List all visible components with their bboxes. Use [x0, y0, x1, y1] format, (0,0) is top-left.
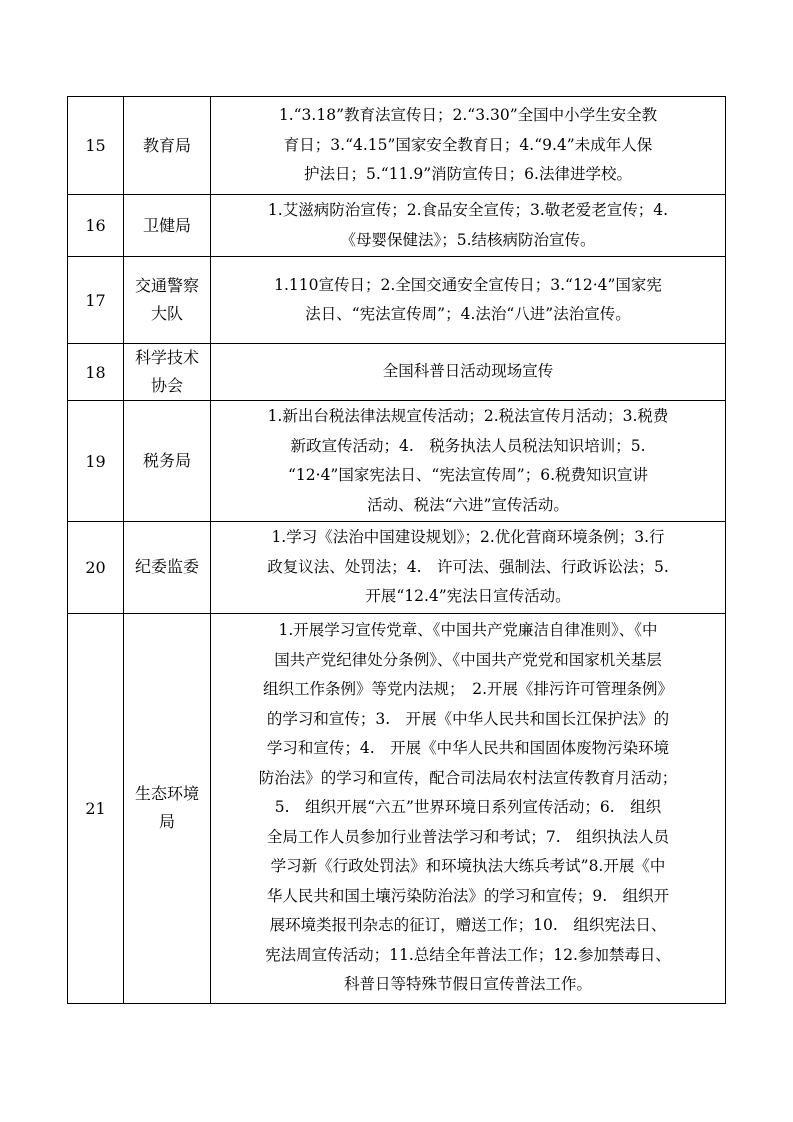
table-row [68, 613, 726, 1003]
table-row [68, 97, 726, 195]
unit-name-line: 纪委监委 [134, 557, 199, 577]
content-line: 全国科普日活动现场宣传 [382, 362, 554, 381]
table-body [68, 97, 726, 1004]
row-number: 17 [68, 257, 124, 344]
content-line: 1.学习《法治中国建设规划》；2.优化营商环境条例；3.行 [271, 528, 665, 546]
unit-name-cell [124, 401, 211, 522]
content-line: 法日、“宪法宣传周”；4.法治“八进”法治宣传。 [305, 305, 631, 323]
content-line: 组织工作条例》等党内法规； 2.开展《排污许可管理条例》 [262, 680, 674, 699]
publicity-content-cell [211, 195, 726, 257]
unit-name-line: 协会 [150, 376, 183, 395]
unit-name-line: 税务局 [142, 451, 191, 470]
row-number: 16 [68, 195, 124, 257]
content-line: 开展“12.4”宪法日宣传活动。 [365, 587, 571, 605]
content-line: 活动、税法“六进”宣传活动。 [367, 495, 569, 514]
unit-name-line: 大队 [150, 304, 183, 323]
content-line: 的学习和宣传；3. 开展《中华人民共和国长江保护法》的 [266, 709, 670, 728]
publicity-content-cell [211, 522, 726, 614]
unit-name-line: 卫健局 [142, 215, 191, 235]
content-line: 5. 组织开展“六五”世界环境日系列宣传活动；6. 组织 [274, 798, 662, 817]
content-line: 1.新出台税法律法规宣传活动；2.税法宣传月活动；3.税费 [267, 407, 669, 425]
publicity-content-cell [211, 613, 726, 1003]
unit-name-cell [124, 257, 211, 344]
unit-name-line: 局 [158, 812, 175, 831]
unit-name-cell [124, 522, 211, 614]
content-line: 《母婴保健法》；5.结核病防治宣传。 [340, 230, 596, 249]
publicity-content-cell [211, 401, 726, 522]
table-row [68, 344, 726, 401]
content-line: 育日；3.“4.15”国家安全教育日；4.“9.4”未成年人保 [283, 135, 653, 154]
content-line: 1.110宣传日；2.全国交通安全宣传日；3.“12·4”国家宪 [274, 275, 662, 294]
table-row [68, 401, 726, 522]
row-number: 19 [68, 401, 124, 522]
publicity-content-cell [211, 97, 726, 195]
publicity-content-cell [211, 344, 726, 401]
content-line: 科普日等特殊节假日宣传普法工作。 [343, 975, 592, 994]
table-row [68, 195, 726, 257]
content-line: 政复议法、处罚法；4. 许可法、强制法、行政诉讼法；5. [267, 557, 669, 576]
content-line: 国共产党纪律处分条例》、《中国共产党党和国家机关基层 [274, 650, 662, 669]
content-line: 宪法周宣传活动；11.总结全年普法工作；12.参加禁毒日、 [265, 945, 671, 964]
unit-name-line: 交通警察 [134, 276, 199, 295]
unit-name-line: 教育局 [142, 135, 191, 155]
content-line: 1.“3.18”教育法宣传日；2.“3.30”全国中小学生安全教 [278, 106, 658, 125]
law-publicity-table [67, 96, 726, 1004]
content-line: 全局工作人员参加行业普法学习和考试；7. 组织执法人员 [266, 827, 670, 846]
row-number: 18 [68, 344, 124, 401]
unit-name-cell [124, 195, 211, 257]
table-row [68, 522, 726, 614]
unit-name-line: 生态环境 [134, 784, 199, 803]
content-line: 华人民共和国土壤污染防治法》的学习和宣传；9. 组织开 [266, 886, 670, 905]
unit-name-cell [124, 97, 211, 195]
unit-name-cell [124, 613, 211, 1003]
content-line: “12·4”国家宪法日、“宪法宣传周”；6.税费知识宣讲 [288, 466, 648, 484]
row-number: 20 [68, 522, 124, 614]
content-line: 新政宣传活动；4. 税务执法人员税法知识培训；5. [290, 436, 646, 455]
table-row [68, 257, 726, 344]
content-line: 学习新《行政处罚法》和环境执法大练兵考试”8.开展《中 [270, 857, 666, 876]
unit-name-line: 科学技术 [134, 348, 199, 367]
unit-name-cell [124, 344, 211, 401]
row-number: 15 [68, 97, 124, 195]
content-line: 1.开展学习宣传党章、《中国共产党廉洁自律准则》、《中 [278, 621, 658, 640]
content-line: 防治法》的学习和宣传，配合司法局农村法宣传教育月活动； [258, 768, 678, 787]
content-line: 展环境类报刊杂志的征订，赠送工作；10. 组织宪法日、 [269, 916, 667, 935]
content-line: 1.艾滋病防治宣传；2.食品安全宣传；3.敬老爱老宣传；4. [267, 201, 669, 219]
content-line: 学习和宣传；4. 开展《中华人民共和国固体废物污染环境 [266, 739, 670, 758]
content-line: 护法日；5.“11.9”消防宣传日；6.法律进学校。 [304, 165, 632, 184]
row-number: 21 [68, 613, 124, 1003]
publicity-content-cell [211, 257, 726, 344]
